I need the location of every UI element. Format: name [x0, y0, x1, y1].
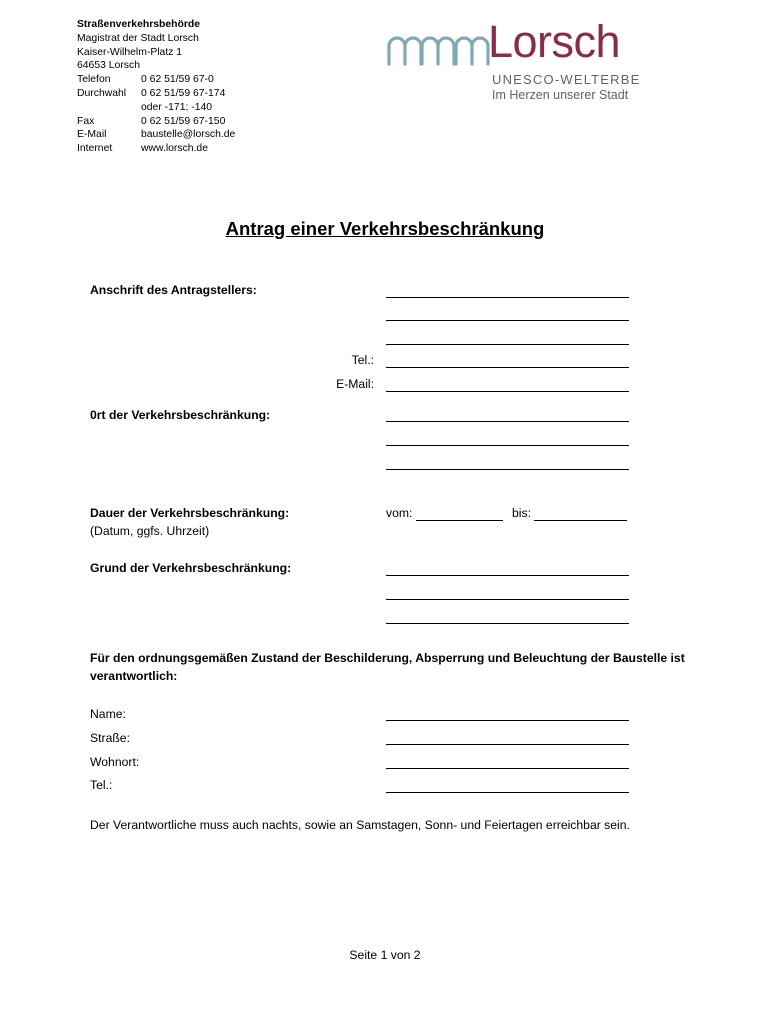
location-field-3[interactable]: [386, 469, 629, 470]
contact-value: 0 62 51/59 67-0: [141, 74, 214, 86]
street-field[interactable]: [386, 744, 629, 745]
duration-label: Dauer der Verkehrsbeschränkung:: [90, 506, 290, 520]
tel-field[interactable]: [386, 367, 629, 368]
sender-line: Magistrat der Stadt Lorsch: [77, 32, 199, 44]
page-number: Seite 1 von 2: [349, 948, 421, 962]
contact-row: [77, 128, 235, 142]
name-field[interactable]: [386, 720, 629, 721]
contact-value: 0 62 51/59 67-150: [141, 115, 226, 127]
location-field-1[interactable]: [386, 421, 629, 422]
sender-line: 64653 Lorsch: [77, 60, 140, 72]
contact-value: oder -171; -140: [141, 101, 213, 113]
contact-row: [77, 73, 235, 87]
sender-org: Straßenverkehrsbehörde: [77, 19, 201, 30]
responsible-tel-field[interactable]: [386, 792, 629, 793]
contact-row: [77, 142, 235, 156]
contact-label: Telefon: [77, 74, 111, 86]
contact-value: 0 62 51/59 67-174: [141, 87, 226, 99]
email-field[interactable]: [386, 391, 629, 392]
email-label: E-Mail:: [336, 377, 374, 391]
location-label: 0rt der Verkehrsbeschränkung:: [90, 408, 271, 422]
contact-label: Fax: [77, 115, 95, 127]
contact-row: [77, 115, 235, 129]
page-title: Antrag einer Verkehrsbeschränkung: [225, 218, 545, 239]
address-field-1[interactable]: [386, 297, 629, 298]
contact-row: [77, 101, 235, 115]
tel-label: Tel.:: [351, 353, 374, 367]
from-date-field[interactable]: [416, 520, 503, 521]
contact-label: E-Mail: [77, 129, 107, 141]
arches-icon: [386, 20, 490, 68]
street-label: Straße:: [90, 731, 130, 745]
sender-block: [77, 18, 235, 156]
address-label: Anschrift des Antragstellers:: [90, 283, 257, 297]
address-field-3[interactable]: [386, 344, 629, 345]
address-field-2[interactable]: [386, 320, 629, 321]
reason-field-3[interactable]: [386, 623, 629, 624]
contact-label: Internet: [77, 143, 113, 155]
sender-line: Kaiser-Wilhelm-Platz 1: [77, 46, 183, 58]
to-label: bis:: [512, 506, 531, 520]
to-date-field[interactable]: [534, 520, 627, 521]
lorsch-logo: [386, 16, 646, 104]
availability-note: Der Verantwortliche muss auch nachts, sowie an Samstagen, Sonn- und Feiertagen erreichbar sein.: [90, 818, 630, 832]
logo-unesco: UNESCO-WELTERBE: [492, 72, 641, 87]
logo-slogan: Im Herzen unserer Stadt: [492, 88, 629, 102]
contact-value: www.lorsch.de: [141, 143, 208, 155]
responsible-note: Für den ordnungsgemäßen Zustand der Beschilderung, Absperrung und Beleuchtung der Baustelle ist verantwortlich:: [90, 651, 685, 683]
contact-label: Durchwahl: [77, 87, 127, 99]
reason-label: Grund der Verkehrsbeschränkung:: [90, 561, 292, 575]
residence-label: Wohnort:: [90, 755, 140, 769]
name-label: Name:: [90, 707, 126, 721]
reason-field-1[interactable]: [386, 575, 629, 576]
residence-field[interactable]: [386, 768, 629, 769]
contact-label: [77, 101, 141, 115]
logo-name: Lorsch: [488, 16, 621, 67]
from-label: vom:: [386, 506, 413, 520]
responsible-tel-label: Tel.:: [90, 778, 113, 792]
contact-value: baustelle@lorsch.de: [141, 129, 236, 141]
duration-hint: (Datum, ggfs. Uhrzeit): [90, 524, 210, 538]
reason-field-2[interactable]: [386, 599, 629, 600]
contact-row: [77, 87, 235, 101]
location-field-2[interactable]: [386, 445, 629, 446]
